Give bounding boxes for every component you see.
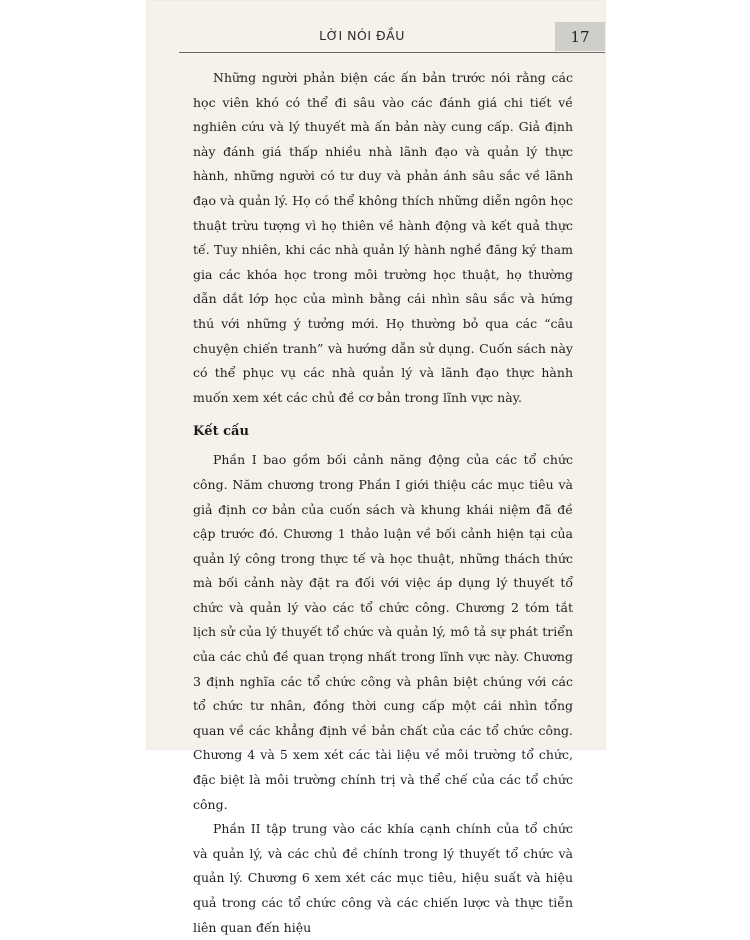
paragraph-intro: Những người phản biện các ấn bản trước nói rằng các học viên khó có thể đi sâu vào các đánh giá chi tiết về nghiên cứu và lý thuyết mà ấn bản này cung cấp. Giả định này đánh giá thấp nhiều nhà lãnh đạo và quản lý thực hành, những người có tư duy và phản ánh sâu sắc về lãnh đạo và quản lý. Họ có thể không thích những diễn ngôn học thuật trừu tượng vì họ thiên về hành động và kết quả thực tế. Tuy nhiên, khi các nhà quản lý hành nghề đăng ký tham gia các khóa học trong môi trường học thuật, họ thường dẫn dắt lớp học của mình bằng cái nhìn sâu sắc và hứng thú với những ý tưởng mới. Họ thường bỏ qua các “câu chuyện chiến tranh” và hướng dẫn sử dụng. Cuốn sách này có thể phục vụ các nhà quản lý và lãnh đạo thực hành muốn xem xét các chủ đề cơ bản trong lĩnh vực này. <box>193 70 573 405</box>
running-header <box>179 20 605 53</box>
page-number: 17 <box>555 22 605 51</box>
paragraph-structure-2: Phần II tập trung vào các khía cạnh chính của tổ chức và quản lý, và các chủ đề chính trong lý thuyết tổ chức và quản lý. Chương 6 xem xét các mục tiêu, hiệu suất và hiệu quả trong các tổ chức công và các chiến lược và thực tiễn liên quan đến hiệu <box>193 821 573 935</box>
book-page <box>146 0 606 935</box>
paragraph-structure-1: Phần I bao gồm bối cảnh năng động của các tổ chức công. Năm chương trong Phần I giới thiệu các mục tiêu và giả định cơ bản của cuốn sách và khung khái niệm đã đề cập trước đó. Chương 1 thảo luận về bối cảnh hiện tại của quản lý công trong thực tế và học thuật, những thách thức mà bối cảnh này đặt ra đối với việc áp dụng lý thuyết tổ chức và quản lý vào các tổ chức công. Chương 2 tóm tắt lịch sử của lý thuyết tổ chức và quản lý, mô tả sự phát triển của các chủ đề quan trọng nhất trong lĩnh vực này. Chương 3 định nghĩa các tổ chức công và phân biệt chúng với các tổ chức tư nhân, đồng thời cung cấp một cái nhìn tổng quan về các khẳng định về bản chất của các tổ chức công. Chương 4 và 5 xem xét các tài liệu về môi trường tổ chức, đặc biệt là môi trường chính trị và thể chế của các tổ chức công. <box>193 452 573 812</box>
section-heading: Kết cấu <box>193 424 249 440</box>
chapter-title: LỜI NÓI ĐẦU <box>319 28 405 43</box>
body-text <box>193 66 573 940</box>
